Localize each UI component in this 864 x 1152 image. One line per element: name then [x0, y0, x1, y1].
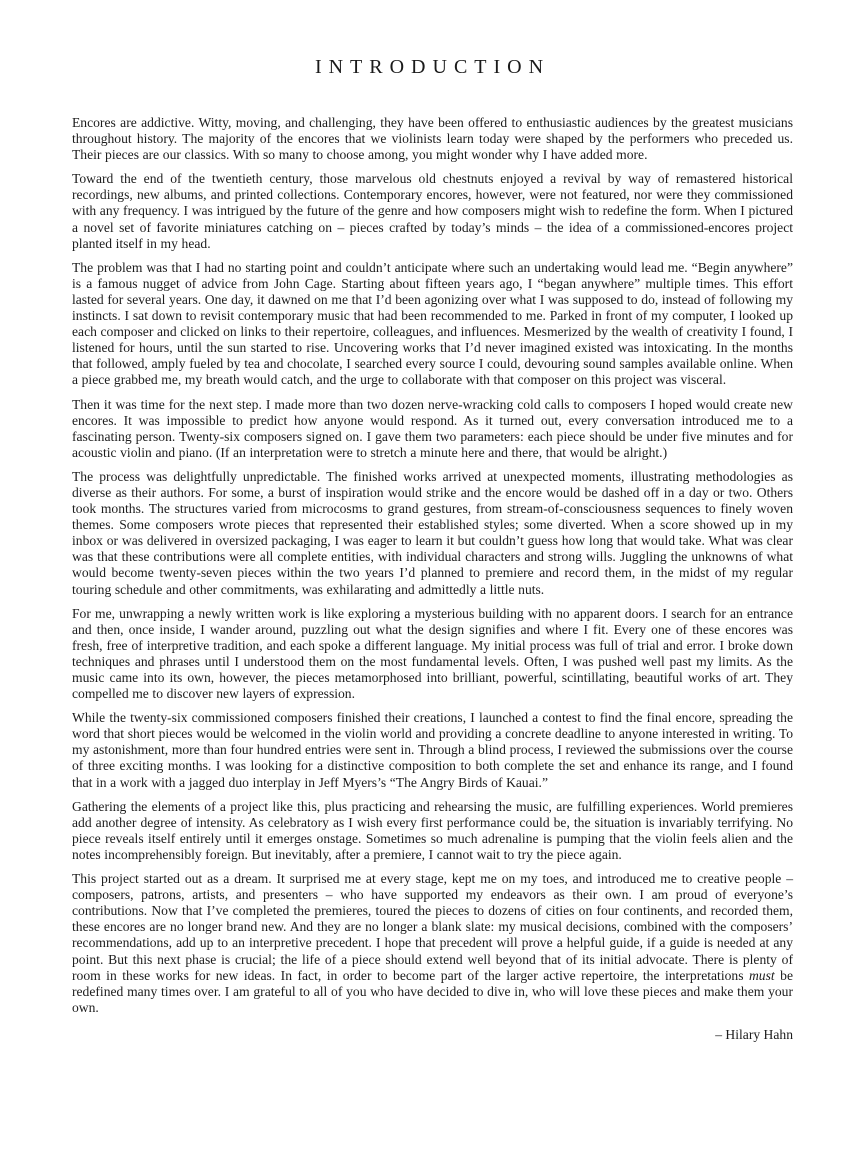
body-paragraph-5: The process was delightfully unpredictable. The finished works arrived at unexpected moments, illustrating methodologies as diverse as their authors. For some, a burst of inspiration would strike and the encore would be dashed off in a day or two. Others took months. The structures varied from microcosms to grand gestures, from stream-of-consciousness sequences to finely woven themes. Some composers wrote pieces that represented their established styles; some diverted. When a score showed up in my inbox or was delivered in oversized packaging, I was eager to learn it but couldn’t guess how long that would take. What was clear was that these contributions were all complete entities, with individual characters and strong wills. Juggling the unknowns of what would become twenty-seven pieces within the two years I’d planned to premiere and record them, in the midst of my regular touring schedule and other commitments, was exhilarating and admittedly a little nuts.: [72, 468, 793, 597]
body-paragraph-9: [72, 871, 793, 1016]
body-paragraph-7: While the twenty-six commissioned composers finished their creations, I launched a contest to find the final encore, spreading the word that short pieces would be welcomed in the violin world and providing a concrete deadline to anyone interested in writing. To my astonishment, more than four hundred entries were sent in. Through a blind process, I reviewed the submissions over the course of three exciting months. I was looking for a distinctive composition to both complete the set and enhance its range, and I found that in a work with a jagged duo interplay in Jeff Myers’s “The Angry Birds of Kauai.”: [72, 710, 793, 790]
body-paragraph-4: Then it was time for the next step. I made more than two dozen nerve-wracking cold calls to composers I hoped would create new encores. It was impossible to predict how anyone would respond. As it turned out, every conversation introduced me to a fascinating person. Twenty-six composers signed on. I gave them two parameters: each piece should be under five minutes and for acoustic violin and piano. (If an interpretation were to stretch a minute here and there, that would be alright.): [72, 396, 793, 460]
body-paragraph-1: Encores are addictive. Witty, moving, and challenging, they have been offered to enthusiastic audiences by the greatest musicians throughout history. The majority of the encores that we violinists learn today were shaped by the performers who preceded us. Their pieces are our classics. With so many to choose among, you might wonder why I have added more.: [72, 115, 793, 163]
body-paragraph-6: For me, unwrapping a newly written work is like exploring a mysterious building with no apparent doors. I search for an entrance and then, once inside, I wander around, puzzling out what the design signifies and where I fit. Every one of these encores was fresh, free of interpretive tradition, and each spoke a different language. My initial process was full of trial and error. I broke down techniques and phrases until I understood them on the most fundamental levels. Often, I was pushed well past my limits. As the music came into its own, however, the pieces metamorphosed into brilliant, powerful, scintillating, beautiful works of art. They compelled me to discover new layers of expression.: [72, 605, 793, 702]
paragraph-9-segment-before: This project started out as a dream. It surprised me at every stage, kept me on my toes, and introduced me to creative people – composers, patrons, artists, and presenters – who have supported my endeavors as their own. I am proud of everyone’s contributions. Now that I’ve completed the premieres, toured the pieces to dozens of cities on four continents, and recorded them, these encores are no longer brand new. And they are no longer a blank slate: my musical decisions, combined with the composers’ recommendations, add up to an interpretive precedent. I hope that precedent will prove a helpful guide, if a guide is needed at any point. But this next phase is crucial; the life of a piece should extend well beyond that of its initial advocate. There is plenty of room in these works for new ideas. In fact, in order to become part of the larger active repertoire, the interpretations: [72, 871, 793, 983]
body-paragraph-2: Toward the end of the twentieth century, those marvelous old chestnuts enjoyed a revival by way of remastered historical recordings, new albums, and printed collections. Contemporary encores, however, were not featured, nor were they commissioned with any frequency. I was intrigued by the future of the genre and how composers might wish to redefine the form. When I pictured a novel set of favorite miniatures catching on – pieces crafted by today’s minds – the idea of a commissioned-encores project planted itself in my head.: [72, 171, 793, 251]
introduction-text: [72, 115, 793, 1043]
paragraph-9-segment-after: be redefined many times over. I am grateful to all of you who have decided to dive in, who will love these pieces and make them your own.: [72, 967, 793, 1015]
page-title: INTRODUCTION: [314, 56, 551, 78]
body-paragraph-8: Gathering the elements of a project like this, plus practicing and rehearsing the music, are fulfilling experiences. World premieres add another degree of intensity. As celebratory as I wish every first performance could be, the situation is invariably terrifying. No piece reveals itself entirely until it emerges onstage. Sometimes so much adrenaline is pumping that the violin feels alien and the notes incomprehensibly foreign. But inevitably, after a premiere, I cannot wait to try the piece again.: [72, 798, 793, 862]
paragraph-9-italic-word: must: [748, 967, 775, 983]
body-paragraph-3: The problem was that I had no starting point and couldn’t anticipate where such an undertaking would lead me. “Begin anywhere” is a famous nugget of advice from John Cage. Starting about fifteen years ago, I “began anywhere” multiple times. This effort lasted for several years. One day, it dawned on me that I’d been agonizing over what I was supposed to do, instead of following my instincts. I sat down to revisit contemporary music that had been recommended to me. Parked in front of my computer, I looked up each composer and clicked on links to their repertoire, colleagues, and influences. Mesmerized by the wealth of creativity I found, I listened for hours, until the sun started to rise. Uncovering works that I’d never imagined existed was intoxicating. In the months that followed, amply fueled by tea and chocolate, I searched every source I could, devouring sound samples available online. When a piece grabbed me, my breath would catch, and the urge to collaborate with that composer on this project was visceral.: [72, 259, 793, 388]
author-signature: – Hilary Hahn: [715, 1026, 793, 1042]
